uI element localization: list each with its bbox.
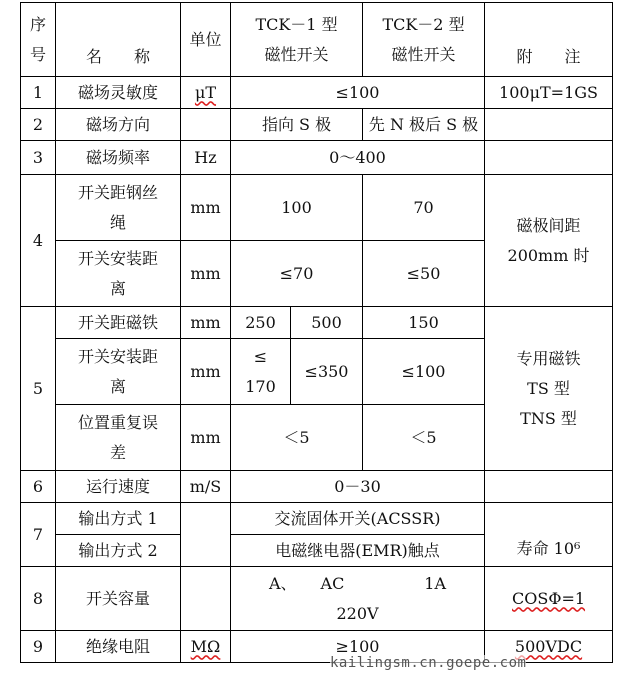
row-unit: mm (181, 339, 231, 405)
row-no: 5 (21, 307, 56, 471)
row-unit (181, 567, 231, 631)
row-no: 8 (21, 567, 56, 631)
row-name: 运行速度 (56, 471, 181, 503)
row-unit: mm (181, 405, 231, 471)
row-value-tck1: 指向 S 极 (231, 109, 363, 141)
row-value-tck2: 先 N 极后 S 极 (363, 109, 485, 141)
row-value: A、 AC 1A 220V (231, 567, 485, 631)
row-no: 7 (21, 503, 56, 567)
row-value-tck1-b: 500 (291, 307, 363, 339)
table-row (21, 77, 613, 109)
row-value: ≥100 (231, 631, 485, 663)
row-value-tck2: 150 (363, 307, 485, 339)
row-name: 开关距钢丝 绳 (56, 175, 181, 241)
row-value-tck2: 70 (363, 175, 485, 241)
row-name: 位置重复误 差 (56, 405, 181, 471)
row-name: 输出方式 1 (56, 503, 181, 535)
row-note: 100μT=1GS (485, 77, 613, 109)
row-unit (181, 109, 231, 141)
row-note: 500VDC (485, 631, 613, 663)
row-value-tck1-a: ≤ 170 (231, 339, 291, 405)
row-value: 0－30 (231, 471, 485, 503)
row-name: 绝缘电阻 (56, 631, 181, 663)
row-note (485, 109, 613, 141)
row-note: 专用磁铁 TS 型 TNS 型 (485, 307, 613, 471)
row-value-tck1: ＜5 (231, 405, 363, 471)
row-value: 交流固体开关(ACSSR) (231, 503, 485, 535)
header-notes: 附 注 (485, 3, 613, 77)
row-name: 开关安装距 离 (56, 339, 181, 405)
row-note: COSΦ=1 (485, 567, 613, 631)
row-name: 输出方式 2 (56, 535, 181, 567)
row-note (485, 471, 613, 503)
row-no: 3 (21, 141, 56, 175)
row-no: 1 (21, 77, 56, 109)
header-seq: 序 号 (21, 3, 56, 77)
row-value: 电磁继电器(EMR)触点 (231, 535, 485, 567)
table-row (21, 471, 613, 503)
row-value: 0～400 (231, 141, 485, 175)
row-value-tck2: ≤50 (363, 241, 485, 307)
row-note (485, 141, 613, 175)
header-unit: 单位 (181, 3, 231, 77)
row-unit: mm (181, 175, 231, 241)
row-name: 开关距磁铁 (56, 307, 181, 339)
table-row (21, 175, 613, 241)
header-name: 名 称 (56, 3, 181, 77)
row-value-tck1-b: ≤350 (291, 339, 363, 405)
row-no: 9 (21, 631, 56, 663)
table-row (21, 141, 613, 175)
table-row (21, 567, 613, 631)
row-value-tck1: ≤70 (231, 241, 363, 307)
row-no: 4 (21, 175, 56, 307)
table-row (21, 307, 613, 339)
row-name: 磁场频率 (56, 141, 181, 175)
row-unit: mm (181, 307, 231, 339)
table-row (21, 109, 613, 141)
row-value: ≤100 (231, 77, 485, 109)
row-no: 6 (21, 471, 56, 503)
row-name: 开关安装距 离 (56, 241, 181, 307)
row-name: 磁场灵敏度 (56, 77, 181, 109)
header-tck1: TCK－1 型 磁性开关 (231, 3, 363, 77)
row-unit: Hz (181, 141, 231, 175)
watermark: kailingsm.cn.goepe.com (330, 655, 527, 671)
row-unit: μT (181, 77, 231, 109)
row-value-tck2: ＜5 (363, 405, 485, 471)
row-unit: MΩ (181, 631, 231, 663)
row-unit (181, 503, 231, 567)
row-value-tck1: 100 (231, 175, 363, 241)
spec-table (20, 2, 613, 663)
row-note: 寿命 10⁶ (485, 503, 613, 567)
row-name: 开关容量 (56, 567, 181, 631)
row-name: 磁场方向 (56, 109, 181, 141)
row-value-tck2: ≤100 (363, 339, 485, 405)
row-note: 磁极间距 200mm 时 (485, 175, 613, 307)
header-tck2: TCK－2 型 磁性开关 (363, 3, 485, 77)
row-value-tck1-a: 250 (231, 307, 291, 339)
table-row (21, 503, 613, 535)
row-unit: m/S (181, 471, 231, 503)
row-no: 2 (21, 109, 56, 141)
row-unit: mm (181, 241, 231, 307)
